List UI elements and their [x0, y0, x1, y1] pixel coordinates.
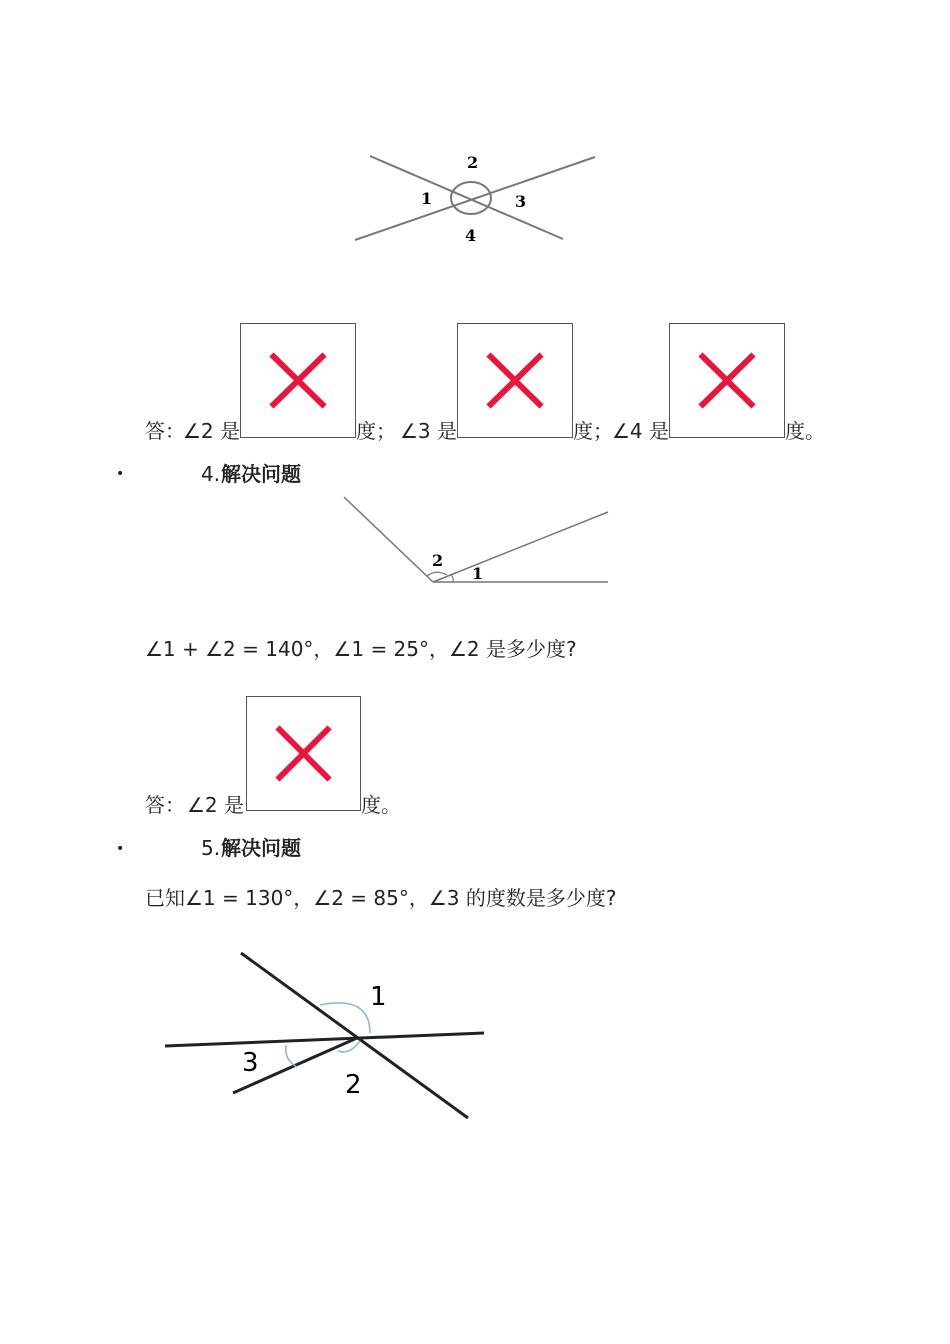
section4-answer-end: 度。 [361, 793, 401, 817]
section4-answer-angle-label: ∠2 是 [187, 793, 245, 817]
broken-image-x-icon [458, 324, 572, 437]
diagram1-label-4: 4 [465, 226, 477, 245]
diagram4-label-2: 2 [432, 551, 444, 570]
diagram1-label-2: 2 [467, 153, 479, 172]
section5-question: 已知∠1 = 130°，∠2 = 85°，∠3 的度数是多少度? [145, 886, 617, 910]
answer1-degree-sep1: 度； [356, 419, 396, 443]
answer1-degree-sep2: 度； [573, 419, 613, 443]
section4-title: 解决问题 [221, 462, 301, 486]
section5-bullet: • [116, 841, 125, 857]
diagram5-label-3: 3 [242, 1048, 259, 1078]
section4-answer-prefix: 答： [145, 793, 185, 817]
diagram5-label-1: 1 [370, 982, 387, 1012]
diagram-angle-pair [335, 490, 615, 590]
diagram-crossing-lines-1 [350, 145, 610, 255]
answer-input-section4-angle2[interactable] [246, 696, 361, 811]
answer1-prefix: 答： [145, 419, 185, 443]
section5-number: 5. [201, 836, 221, 860]
section4-bullet: • [116, 466, 125, 482]
answer-input-angle4[interactable] [669, 323, 785, 438]
answer1-degree-end: 度。 [785, 419, 825, 443]
diagram1-label-3: 3 [515, 192, 527, 211]
answer1-angle4-label: ∠4 是 [612, 419, 670, 443]
broken-image-x-icon [241, 324, 355, 437]
answer-input-angle3[interactable] [457, 323, 573, 438]
diagram1-label-1: 1 [421, 189, 433, 208]
answer1-angle3-label: ∠3 是 [400, 419, 458, 443]
section4-question: ∠1 + ∠2 = 140°，∠1 = 25°，∠2 是多少度? [145, 637, 577, 661]
section5-title: 解决问题 [221, 836, 301, 860]
broken-image-x-icon [247, 697, 360, 810]
answer-input-angle2[interactable] [240, 323, 356, 438]
broken-image-x-icon [670, 324, 784, 437]
diagram-three-angles [160, 945, 490, 1125]
diagram5-label-2: 2 [345, 1070, 362, 1100]
section4-number: 4. [201, 462, 221, 486]
answer1-angle2-label: ∠2 是 [183, 419, 241, 443]
diagram4-label-1: 1 [472, 564, 484, 583]
